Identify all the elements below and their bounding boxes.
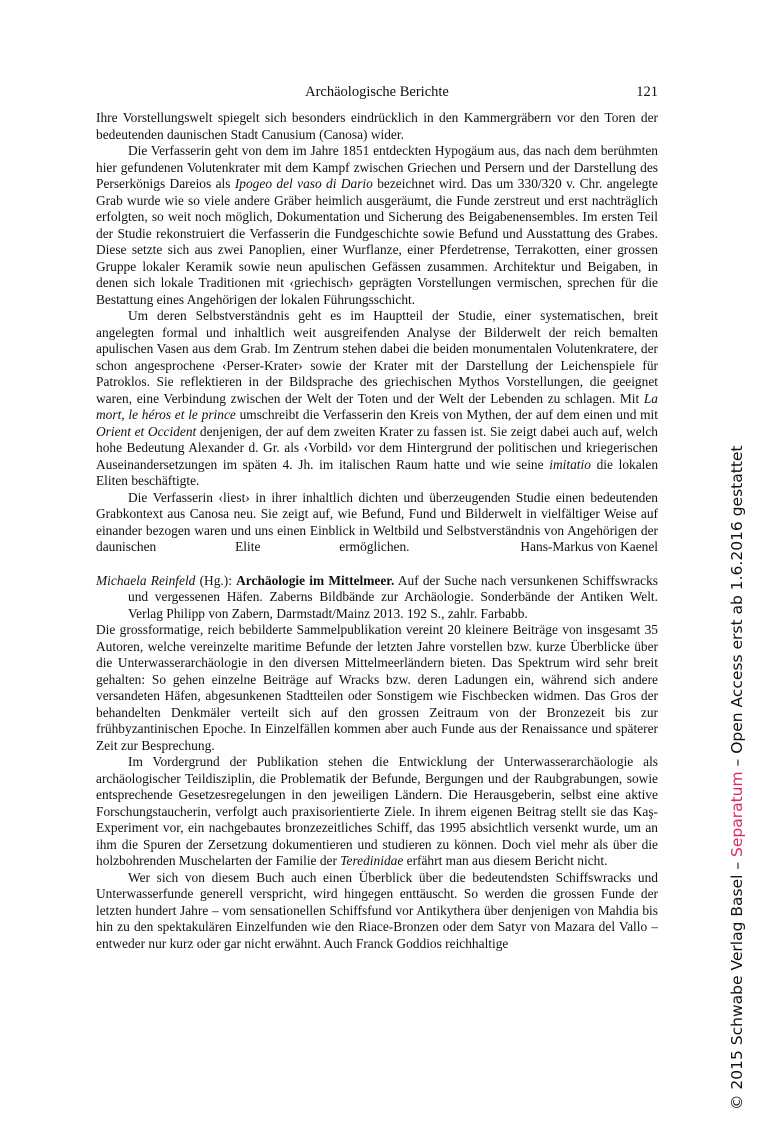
copyright-side-note: © 2015 Schwabe Verlag Basel – Separatum – Open Access erst ab 1.6.2016 gestattet xyxy=(728,445,746,1110)
page-number: 121 xyxy=(636,84,658,100)
running-title: Archäologische Berichte xyxy=(305,84,449,100)
running-header xyxy=(96,84,658,104)
review2-paragraph-3: Wer sich von diesem Buch auch einen Überblick über die bedeutendsten Schiffswracks und Unterwasserfunde generell verspricht, wird hingegen enttäuscht. So werden die grossen Funde der letzten hundert Jahre – vom sensationellen Schiffsfund vor Antikythera über denjenigen von Mahdia bis hin zu den spektakulären Einzelfunden wie den Riace-Bronzen oder dem Satyr von Mazara del Vallo – entweder nur kurz oder gar nicht erwähnt. Auch Franck Goddios reichhaltige xyxy=(96,869,658,951)
reviewer-signature: Hans-Markus von Kaenel xyxy=(520,539,658,554)
separatum-label: Separatum xyxy=(728,771,746,857)
book-citation: Michaela Reinfeld (Hg.): Archäologie im Mittelmeer. Auf der Suche nach versunkenen Schiffswracks und vergessenen Häfen. Zaberns Bildbände zur Archäologie. Sonderbände der Antiken Welt. Verlag Philipp von Zabern, Darmstadt/Mainz 2013. 192 S., zahlr. Farbabb. xyxy=(96,572,658,621)
citation-author: Michaela Reinfeld xyxy=(96,572,196,588)
citation-title: Archäologie im Mittelmeer. xyxy=(236,572,395,588)
review2-paragraph-2: Im Vordergrund der Publikation stehen die Entwicklung der Unterwasserarchäologie als archäologischer Teildisziplin, die Problematik der Befunde, Bergungen und der Raubgrabungen, sowie entsprechende Gesetzesregelungen in den jeweiligen Ländern. Die Herausgeberin, selbst eine aktive Forschungstaucherin, verfolgt auch praxisorientierte Ziele. In ihrem eigenen Beitrag stellt sie das Kaş-Experiment vor, ein nachgebautes bronzezeitliches Schiff, das 1995 absichtlich versenkt wurde, um an ihm die Spuren der Zersetzung dokumentieren und studieren zu können. Doch viel mehr als über die holzbohrenden Muschelarten der Familie der Teredinidae erfährt man aus diesem Bericht nicht. xyxy=(96,754,658,868)
page-body xyxy=(96,110,658,952)
review2-paragraph-1: Die grossformatige, reich bebilderte Sammelpublikation vereint 20 kleinere Beiträge von insgesamt 35 Autoren, welche vereinzelte maritime Befunde der letzten Jahre vorstellen bzw. kurze Überblicke über die Unterwasserarchäologie in den diversen Mittelmeerländern bieten. Das Spektrum wird sehr breit gehalten: So gehen einzelne Beiträge auf Wracks bzw. deren Ladungen ein, während sich andere versandeten Häfen, abgesunkenen Stadtteilen oder Sonstigem wie Fischbecken widmen. Das Gros der behandelten Denkmäler verteilt sich auf den grossen Zeitraum von der Bronzezeit bis zur frühbyzantinischen Epoche. In Einzelfällen kommen aber auch Funde aus der Renaissance und späterer Zeit zur Besprechung. xyxy=(96,622,658,753)
review1-paragraph-4: Die Verfasserin ‹liest› in ihrer inhaltlich dichten und überzeugenden Studie einen bedeutenden Grabkontext aus Canosa neu. Sie zeigt auf, wie Befund, Fund und Bilderwelt in vielfältiger Weise auf einander bezogen waren und uns einen Einblick in Weltbild und Selbstverständnis von Angehörigen der daunischen Elite ermöglichen. Hans-Markus von Kaenel xyxy=(96,489,658,554)
review1-paragraph-3: Um deren Selbstverständnis geht es im Hauptteil der Studie, einer systematischen, breit angelegten formal und inhaltlich weit ausgreifenden Analyse der Bilderwelt der reich bemalten apulischen Vasen aus dem Grab. Im Zentrum stehen dabei die beiden monumentalen Volutenkratere, der schon angesprochene ‹Perser-Krater› sowie der Krater mit der Darstellung der Leichenspiele für Patroklos. Sie reflektieren in der Bildsprache des griechischen Mythos Vorstellungen, die geeignet waren, eine Verbindung zwischen der Welt der Toten und der Welt der Lebenden zu schlagen. Mit La mort, le héros et le prince umschreibt die Verfasserin den Kreis von Mythen, der auf dem einen und mit Orient et Occident denjenigen, der auf dem zweiten Krater zu fassen ist. Sie zeigt dabei auch auf, welch hohe Bedeutung Alexander d. Gr. als ‹Vorbild› vor dem Hintergrund der politischen und kriegerischen Auseinandersetzungen im späten 4. Jh. im italischen Raum hatte und wie seine imitatio die lokalen Eliten beschäftigte. xyxy=(96,308,659,488)
section-gap xyxy=(96,556,658,573)
review1-paragraph-2: Die Verfasserin geht von dem im Jahre 1851 entdeckten Hypogäum aus, das nach dem berühmten hier gefundenen Volutenkrater mit dem Kampf zwischen Griechen und Persern und der Darstellung des Perserkönigs Dareios als Ipogeo del vaso di Dario bezeichnet wird. Das um 330/320 v. Chr. angelegte Grab wurde wie so viele andere Gräber heimlich ausgeräumt, die Funde zerstreut und erst nachträglich erfolgten, so weit noch möglich, Dokumentation und Sicherung des Beigabenensembles. Im ersten Teil der Studie rekonstruiert die Verfasserin die Fundgeschichte sowie Befund und Ausstattung des Grabes. Diese setzte sich aus zwei Panoplien, einer Wurflanze, einer Pferdetrense, Terrakotten, einer grossen Gruppe lokaler Keramik sowie neun apulischen Gefässen zusammen. Architektur und Beigaben, in denen sich lokale Traditionen mit ‹griechisch› geprägten Vorstellungen vermischen, sprechen für die Bestattung eines Angehörigen der lokalen Führungsschicht. xyxy=(96,143,658,307)
review1-paragraph-1: Ihre Vorstellungswelt spiegelt sich besonders eindrücklich in den Kammergräbern vor den Toren der bedeutenden daunischen Stadt Canusium (Canosa) wider. xyxy=(96,110,658,142)
